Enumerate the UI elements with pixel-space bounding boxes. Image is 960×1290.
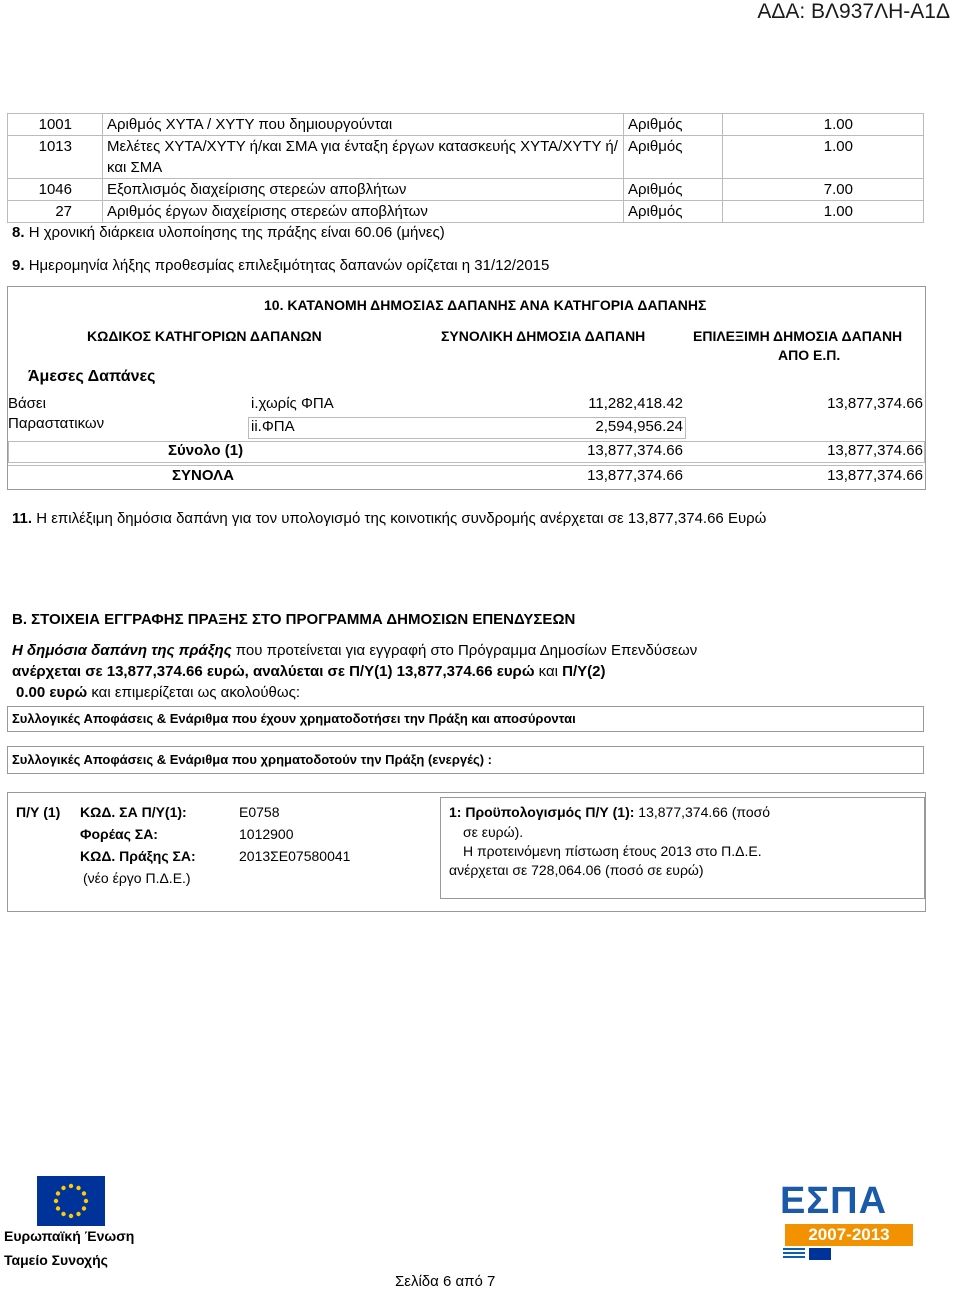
project-code-key: ΚΩΔ. Πράξης ΣΑ: [80,848,196,864]
col-eligible-header: ΕΠΙΛΕΞΙΜΗ ΔΗΜΟΣΙΑ ΔΑΠΑΝΗ [693,328,903,344]
withdrawn-decisions-box: Συλλογικές Αποφάσεις & Ενάριθμα που έχουν χρηματοδοτήσει την Πράξη και αποσύρονται [7,706,924,732]
espa-years: 2007-2013 [785,1224,913,1246]
table-row: 27 Αριθμός έργων διαχείρισης στερεών αποβλήτων Αριθμός 1.00 [8,201,924,223]
table-row: 1013 Μελέτες ΧΥΤΑ/ΧΥΤΥ ή/και ΣΜΑ για ένταξη έργων κατασκευής ΧΥΤΑ/ΧΥΤΥ ή/και ΣΜΑ Αριθμός 1.00 [8,136,924,179]
table-row: 1046 Εξοπλισμός διαχείρισης στερεών αποβλήτων Αριθμός 7.00 [8,179,924,201]
budget-line: 1: Προϋπολογισμός Π/Υ (1): 13,877,374.66 (ποσό [449,804,771,820]
section-b-title: Β. ΣΤΟΙΧΕΙΑ ΕΓΓΡΑΦΗΣ ΠΡΑΞΗΣ ΣΤΟ ΠΡΟΓΡΑΜΜΑ ΔΗΜΟΣΙΩΝ ΕΠΕΝΔΥΣΕΩΝ [12,611,576,628]
new-project-note: (νέο έργο Π.Δ.Ε.) [83,870,191,886]
eu-mini-flag-icon [809,1248,831,1260]
espa-logo [775,1180,915,1258]
section-b-description: Η δημόσια δαπάνη της πράξης που προτείνεται για εγγραφή στο Πρόγραμμα Δημοσίων Επενδύσεων ανέρχεται σε 13,877,374.66 ευρώ, αναλύεται σε Π/Υ(1) 13,877,374.66 ευρώ και Π/Υ(2) 0.00 ευρώ και επιμερίζεται ως ακολούθως: [12,642,698,701]
table-row: 1001 Αριθμός ΧΥΤΑ / ΧΥΤΥ που δημιουργούνται Αριθμός 1.00 [8,114,924,136]
section-10-title: 10. ΚΑΤΑΝΟΜΗ ΔΗΜΟΣΙΑΣ ΔΑΠΑΝΗΣ ΑΝΑ ΚΑΤΗΓΟΡΙΑ ΔΑΠΑΝΗΣ [264,297,707,313]
sa-code-key: ΚΩΔ. ΣΑ Π/Υ(1): [80,804,187,820]
item-9: 9. Ημερομηνία λήξης προθεσμίας επιλεξιμότητας δαπανών ορίζεται η 31/12/2015 [12,257,550,274]
espa-logo-text: ΕΣΠΑ [780,1180,888,1222]
indicators-table [7,113,924,223]
totals-label: ΣΥΝΟΛΑ [172,467,234,484]
project-code-value: 2013ΣΕ07580041 [239,848,351,864]
eu-label: Ευρωπαϊκή Ένωση [4,1228,135,1244]
budget-1-label: Π/Υ (1) [16,804,61,820]
row-without-vat-total: 11,282,418.42 [588,395,683,412]
subtotal-label: Σύνολο (1) [168,442,244,459]
ada-code: ΑΔΑ: ΒΛ937ΛΗ-Α1Δ [757,0,950,23]
greek-flag-icon [783,1248,805,1260]
expense-allocation-section [7,286,926,490]
page-number: Σελίδα 6 από 7 [395,1273,496,1290]
col-category-header: ΚΩΔΙΚΟΣ ΚΑΤΗΓΟΡΙΩΝ ΔΑΠΑΝΩΝ [87,328,322,344]
row-vat-total: 2,594,956.24 [595,418,683,435]
col-eligible-header-2: ΑΠΟ Ε.Π. [778,347,841,363]
budget-line-2: σε ευρώ). [463,824,524,840]
budget-1-box [7,792,926,912]
sa-body-value: 1012900 [239,826,294,842]
direct-costs-label: Άμεσες Δαπάνες [28,368,156,385]
budget-detail-box [440,797,925,899]
item-11: 11. Η επιλέξιμη δημόσια δαπάνη για τον υπολογισμό της κοινοτικής συνδρομής ανέρχεται σε 13,877,374.66 Ευρώ [12,510,767,527]
credit-line-2: ανέρχεται σε 728,064.06 (ποσό σε ευρώ) [449,862,704,878]
cohesion-fund-label: Ταμείο Συνοχής [4,1252,108,1268]
totals-eligible: 13,877,374.66 [827,467,923,484]
item-8: 8. Η χρονική διάρκεια υλοποίησης της πράξης είναι 60.06 (μήνες) [12,224,445,241]
col-total-header: ΣΥΝΟΛΙΚΗ ΔΗΜΟΣΙΑ ΔΑΠΑΝΗ [441,328,646,344]
row-without-vat-eligible: 13,877,374.66 [827,395,923,412]
subtotal-eligible: 13,877,374.66 [827,442,923,459]
subtotal-total: 13,877,374.66 [587,442,683,459]
row-vat-label: ii.ΦΠΑ [251,418,295,435]
eu-flag-icon [37,1176,105,1226]
basis-label-2: Παραστατικων [8,415,105,432]
sa-body-key: Φορέας ΣΑ: [80,826,158,842]
totals-total: 13,877,374.66 [587,467,683,484]
active-decisions-box: Συλλογικές Αποφάσεις & Ενάριθμα που χρηματοδοτούν την Πράξη (ενεργές) : [7,746,924,774]
credit-line-1: Η προτεινόμενη πίστωση έτους 2013 στο Π.Δ.Ε. [463,843,762,859]
sa-code-value: Ε0758 [239,804,280,820]
basis-label: Βάσει [8,395,46,412]
row-without-vat-label: i.χωρίς ΦΠΑ [251,395,334,412]
